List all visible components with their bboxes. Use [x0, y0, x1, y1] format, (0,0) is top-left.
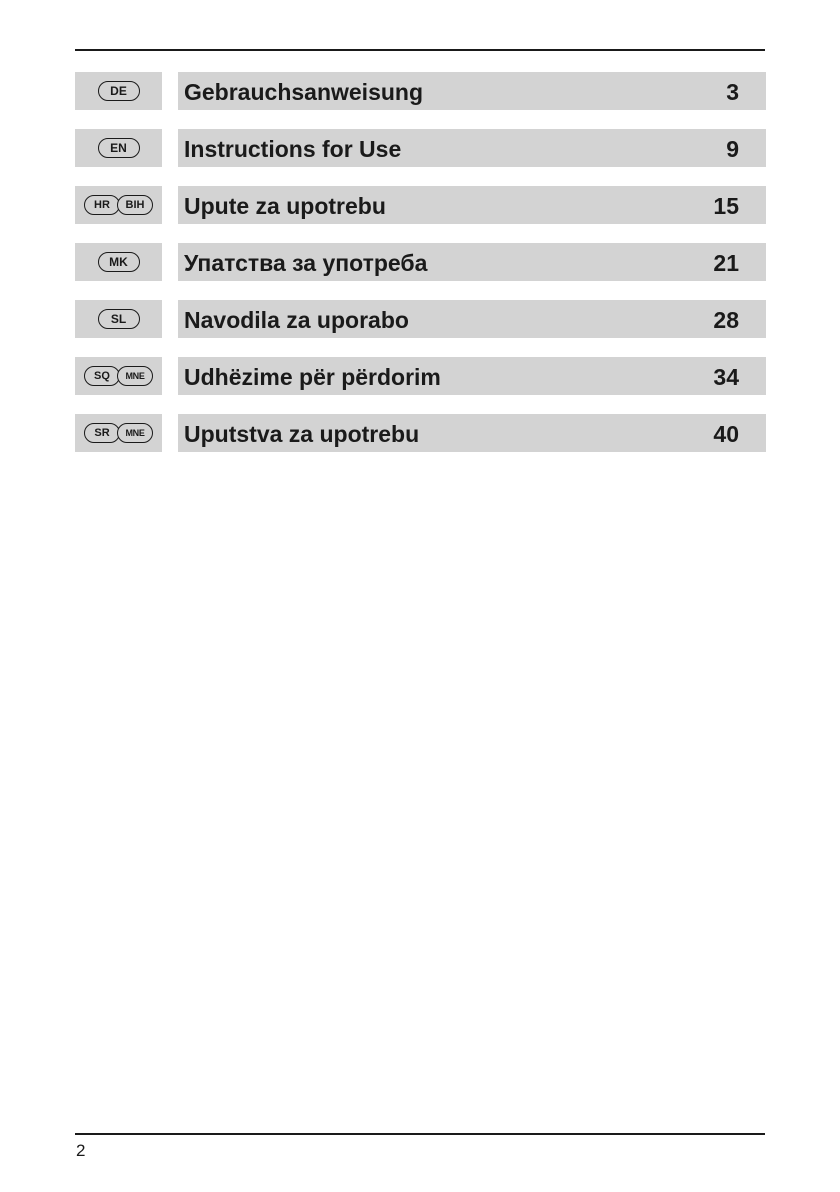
footer-rule	[75, 1133, 765, 1135]
language-badge-mne: MNE	[117, 423, 153, 443]
toc-page-number: 3	[726, 79, 739, 105]
toc-title-bar	[178, 357, 766, 395]
language-badge-cell	[75, 414, 162, 452]
toc-title: Navodila za uporabo	[184, 307, 409, 333]
toc-entry-mk[interactable]	[75, 243, 766, 281]
language-badge-bih: BIH	[117, 195, 153, 215]
language-badge-hr: HR	[84, 195, 120, 215]
language-badge-mk: MK	[98, 252, 140, 272]
language-badge-sq: SQ	[84, 366, 120, 386]
toc-entry-en[interactable]	[75, 129, 766, 167]
toc-title-bar	[178, 243, 766, 281]
toc-page-number: 15	[713, 193, 739, 219]
toc-title: Instructions for Use	[184, 136, 402, 162]
toc-title: Upute za upotrebu	[184, 193, 386, 219]
toc-entry-sr-mne[interactable]	[75, 414, 766, 452]
language-badge-cell	[75, 300, 162, 338]
language-badge-de: DE	[98, 81, 140, 101]
language-badge-en: EN	[98, 138, 140, 158]
toc-title: Упатства за употреба	[184, 250, 428, 276]
language-badge-sl: SL	[98, 309, 140, 329]
language-badge-mne: MNE	[117, 366, 153, 386]
toc-title-bar	[178, 414, 766, 452]
header-rule	[75, 49, 765, 51]
language-badge-cell	[75, 186, 162, 224]
language-badge-cell	[75, 357, 162, 395]
footer-page-number: 2	[76, 1141, 86, 1160]
language-badge-cell	[75, 129, 162, 167]
toc-title-bar	[178, 129, 766, 167]
toc-page-number: 34	[713, 364, 739, 390]
toc-page-number: 40	[713, 421, 739, 447]
toc-title-bar	[178, 186, 766, 224]
toc-title-bar	[178, 72, 766, 110]
toc-entry-sq-mne[interactable]	[75, 357, 766, 395]
language-badge-cell	[75, 72, 162, 110]
language-badge-cell	[75, 243, 162, 281]
toc-page-number: 28	[713, 307, 739, 333]
toc-entry-de[interactable]	[75, 72, 766, 110]
toc-title: Udhëzime për përdorim	[184, 364, 441, 390]
toc-entry-sl[interactable]	[75, 300, 766, 338]
toc-page-number: 9	[726, 136, 739, 162]
toc-title: Gebrauchsanweisung	[184, 79, 424, 105]
toc-title-bar	[178, 300, 766, 338]
toc-entry-hr-bih[interactable]	[75, 186, 766, 224]
toc-page-number: 21	[713, 250, 739, 276]
toc-title: Uputstva za upotrebu	[184, 421, 420, 447]
language-badge-sr: SR	[84, 423, 120, 443]
